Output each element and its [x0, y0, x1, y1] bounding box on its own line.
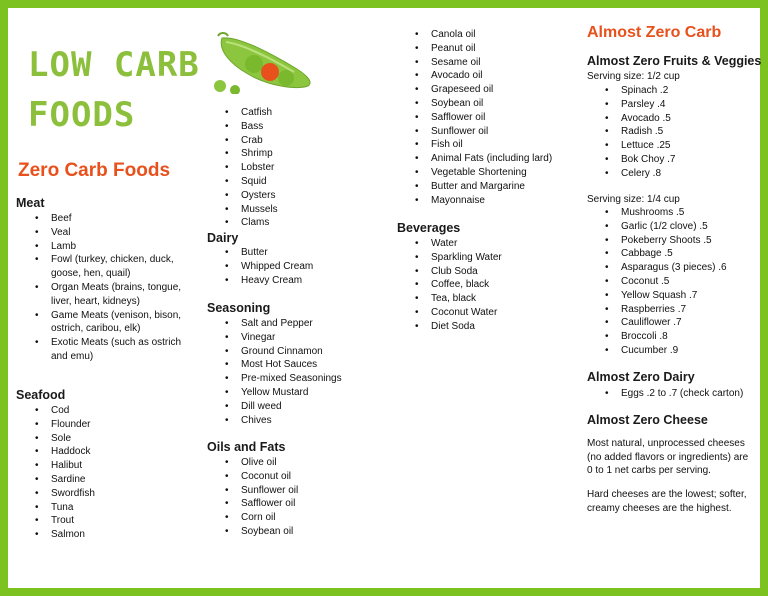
list-item: • Butter — [225, 246, 395, 260]
list-item: • Chives — [225, 414, 395, 428]
list-item: • Cucumber .9 — [605, 344, 755, 358]
seasoning-heading: Seasoning — [207, 301, 271, 315]
list-item: • Organ Meats (brains, tongue, liver, heart, kidneys) — [35, 281, 185, 309]
list-item: • Butter and Margarine — [415, 180, 585, 194]
list-item: • Ground Cinnamon — [225, 345, 395, 359]
oils-heading: Oils and Fats — [207, 440, 286, 454]
title-line-1: LOW CARB — [28, 45, 200, 85]
list-item: • Spinach .2 — [605, 84, 755, 98]
list-item: • Radish .5 — [605, 125, 755, 139]
oils-list — [225, 456, 395, 539]
almost-zero-cheese-heading: Almost Zero Cheese — [587, 413, 708, 427]
list-item: • Shrimp — [225, 147, 395, 161]
list-item: • Whipped Cream — [225, 260, 395, 274]
list-item: • Catfish — [225, 106, 395, 120]
list-item: • Grapeseed oil — [415, 83, 585, 97]
list-item: • Peanut oil — [415, 42, 585, 56]
almost-zero-heading: Almost Zero Carb — [587, 24, 722, 41]
list-item: • Cod — [35, 404, 185, 418]
list-item: • Sunflower oil — [415, 125, 585, 139]
list-item: • Yellow Squash .7 — [605, 289, 755, 303]
meat-list — [35, 212, 185, 364]
fruits-veggies-list-1 — [605, 84, 755, 181]
list-item: • Avocado oil — [415, 69, 585, 83]
cheese-paragraph-2: Hard cheeses are the lowest; softer, creamy cheeses are the highest. — [587, 489, 747, 514]
list-item: • Squid — [225, 175, 395, 189]
list-item: • Sardine — [35, 473, 185, 487]
list-item: • Soybean oil — [415, 97, 585, 111]
list-item: • Diet Soda — [415, 320, 585, 334]
title-line-2: FOODS — [28, 95, 136, 135]
list-item: • Soybean oil — [225, 525, 395, 539]
list-item: • Vinegar — [225, 331, 395, 345]
fruits-veggies-heading: Almost Zero Fruits & Veggies — [587, 54, 762, 68]
list-item: • Pokeberry Shoots .5 — [605, 234, 755, 248]
seafood-list-continued — [225, 106, 395, 230]
list-item: • Safflower oil — [415, 111, 585, 125]
list-item: • Coconut Water — [415, 306, 585, 320]
dairy-list — [225, 246, 395, 287]
list-item: • Swordfish — [35, 487, 185, 501]
fruits-veggies-list-2 — [605, 206, 755, 358]
list-item: • Sesame oil — [415, 56, 585, 70]
list-item: • Dill weed — [225, 400, 395, 414]
dairy-heading: Dairy — [207, 231, 239, 245]
list-item: • Asparagus (3 pieces) .6 — [605, 261, 755, 275]
list-item: • Canola oil — [415, 28, 585, 42]
list-item: • Eggs .2 to .7 (check carton) — [605, 387, 755, 401]
list-item: • Coconut oil — [225, 470, 395, 484]
list-item: • Crab — [225, 134, 395, 148]
list-item: • Safflower oil — [225, 497, 395, 511]
list-item: • Trout — [35, 514, 185, 528]
page-title — [28, 40, 200, 140]
almost-zero-dairy-list — [605, 387, 755, 401]
seafood-heading: Seafood — [16, 388, 66, 402]
list-item: • Bok Choy .7 — [605, 153, 755, 167]
list-item: • Sparkling Water — [415, 251, 585, 265]
list-item: • Veal — [35, 226, 185, 240]
pea-pod-icon — [208, 30, 318, 94]
list-item: • Mussels — [225, 203, 395, 217]
list-item: • Pre-mixed Seasonings — [225, 372, 395, 386]
list-item: • Garlic (1/2 clove) .5 — [605, 220, 755, 234]
list-item: • Parsley .4 — [605, 98, 755, 112]
almost-zero-dairy-heading: Almost Zero Dairy — [587, 370, 695, 384]
list-item: • Coffee, black — [415, 278, 585, 292]
list-item: • Salt and Pepper — [225, 317, 395, 331]
list-item: • Fowl (turkey, chicken, duck, goose, hen, quail) — [35, 253, 185, 281]
list-item: • Fish oil — [415, 138, 585, 152]
list-item: • Lettuce .25 — [605, 139, 755, 153]
list-item: • Mushrooms .5 — [605, 206, 755, 220]
list-item: • Corn oil — [225, 511, 395, 525]
list-item: • Bass — [225, 120, 395, 134]
list-item: • Beef — [35, 212, 185, 226]
beverages-heading: Beverages — [397, 221, 461, 235]
list-item: • Olive oil — [225, 456, 395, 470]
list-item: • Heavy Cream — [225, 274, 395, 288]
list-item: • Haddock — [35, 445, 185, 459]
list-item: • Mayonnaise — [415, 194, 585, 208]
list-item: • Sole — [35, 432, 185, 446]
list-item: • Cabbage .5 — [605, 247, 755, 261]
list-item: • Clams — [225, 216, 395, 230]
seasoning-list — [225, 317, 395, 427]
list-item: • Celery .8 — [605, 167, 755, 181]
list-item: • Vegetable Shortening — [415, 166, 585, 180]
list-item: • Raspberries .7 — [605, 303, 755, 317]
beverages-list — [415, 237, 585, 334]
cheese-paragraph-1: Most natural, unprocessed cheeses (no added flavors or ingredients) are 0 to 1 net carbs per serving. — [587, 438, 749, 476]
list-item: • Salmon — [35, 528, 185, 542]
serving-size-half-cup: Serving size: 1/2 cup — [587, 71, 680, 82]
list-item: • Halibut — [35, 459, 185, 473]
list-item: • Avocado .5 — [605, 112, 755, 126]
seafood-list — [35, 404, 185, 542]
list-item: • Water — [415, 237, 585, 251]
zero-carb-heading: Zero Carb Foods — [18, 160, 171, 181]
list-item: • Most Hot Sauces — [225, 358, 395, 372]
list-item: • Lamb — [35, 240, 185, 254]
list-item: • Animal Fats (including lard) — [415, 152, 585, 166]
list-item: • Club Soda — [415, 265, 585, 279]
list-item: • Tea, black — [415, 292, 585, 306]
list-item: • Cauliflower .7 — [605, 316, 755, 330]
oils-list-continued — [415, 28, 585, 207]
list-item: • Yellow Mustard — [225, 386, 395, 400]
list-item: • Tuna — [35, 501, 185, 515]
meat-heading: Meat — [16, 196, 45, 210]
list-item: • Broccoli .8 — [605, 330, 755, 344]
serving-size-quarter-cup: Serving size: 1/4 cup — [587, 194, 680, 205]
list-item: • Game Meats (venison, bison, ostrich, caribou, elk) — [35, 309, 185, 337]
list-item: • Coconut .5 — [605, 275, 755, 289]
list-item: • Exotic Meats (such as ostrich and emu) — [35, 336, 185, 364]
list-item: • Flounder — [35, 418, 185, 432]
list-item: • Lobster — [225, 161, 395, 175]
list-item: • Oysters — [225, 189, 395, 203]
list-item: • Sunflower oil — [225, 484, 395, 498]
